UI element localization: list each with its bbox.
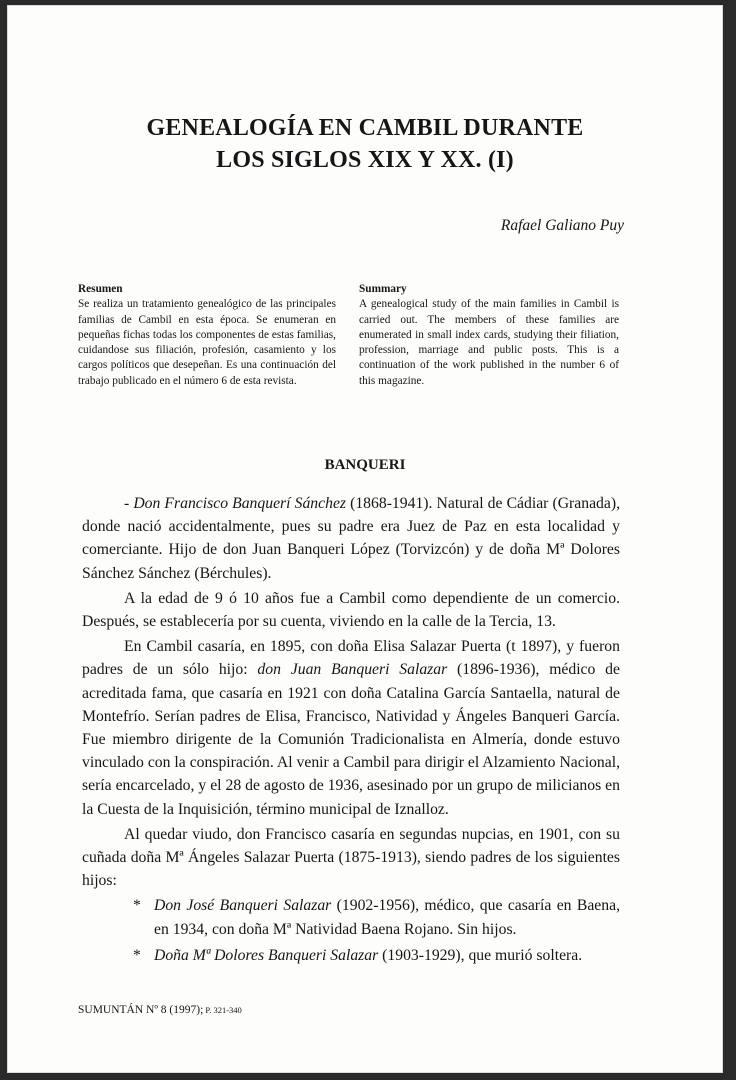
section-heading: BANQUERI xyxy=(324,457,406,473)
child-details: (1902-1956), médico, que casaría en Baena, en 1934, con doña Mª Natividad Baena Rojano. Sin hijos. xyxy=(154,897,620,938)
list-item xyxy=(82,894,620,940)
bullet-asterisk: * xyxy=(133,897,141,915)
bullet-asterisk: * xyxy=(133,946,141,964)
article-body xyxy=(82,492,620,970)
author-name: Rafael Galiano Puy xyxy=(500,217,624,234)
abstract-english xyxy=(359,282,619,389)
list-item-text xyxy=(154,894,620,940)
paragraph-3-name: don Juan Banqueri Salazar xyxy=(257,661,448,679)
abstract-spanish xyxy=(78,282,336,389)
abstract-spanish-text: Se realiza un tratamiento genealógico de las principales familias de Cambil en esta época. Se enumeran en pequeñas fichas todas los componentes de estas familias, cuidandose sus filiación, profesión, casamiento y los cargos políticos que desepeñan. Es una continuación del trabajo publicado en el número 6 de esta revista. xyxy=(78,298,336,387)
abstract-spanish-heading: Resumen xyxy=(78,283,123,295)
paragraph-3-text-b: (1896-1936), médico de acreditada fama, que casaría en 1921 con doña Catalina García Santaella, natural de Montefrío. Serían padres de Elisa, Francisco, Natividad y Ángeles Banqueri García. Fue miembro dirigente de la Comunión Tradicionalista en Almería, donde estuvo vinculado con la conspiración. Al venir a Cambil para dirigir el Alzamiento Nacional, sería encarcelado, y el 28 de agosto de 1936, asesinado por un grupo de milicianos en la Cuesta de la Inquisición, término municipal de Iznalloz. xyxy=(82,661,620,818)
list-item xyxy=(82,944,620,967)
children-list xyxy=(82,894,620,967)
paragraph-3-text-a: En Cambil casaría, en 1895, con doña Elisa Salazar Puerta (t 1897), y fueron padres de un sólo hijo: xyxy=(82,638,620,679)
paragraph-3 xyxy=(82,635,620,821)
abstract-english-text: A genealogical study of the main families in Cambil is carried out. The members of these families are enumerated in small index cards, studying their filiation, profession, marriage and public posts. This is a continuation of the work published in the number 6 of this magazine. xyxy=(359,298,619,387)
journal-citation: SUMUNTÁN Nº 8 (1997); xyxy=(78,1004,204,1016)
document-page xyxy=(7,5,723,1073)
child-name: Don José Banqueri Salazar xyxy=(154,897,332,915)
abstract-english-heading: Summary xyxy=(359,283,407,295)
list-item-text xyxy=(154,944,620,967)
page-range: P. 321-340 xyxy=(203,1005,242,1015)
paragraph-1 xyxy=(82,492,620,585)
child-name: Doña Mª Dolores Banqueri Salazar xyxy=(154,946,379,964)
page-footer xyxy=(78,1004,242,1016)
child-details: (1903-1929), que murió soltera. xyxy=(378,946,583,964)
title-line-1: GENEALOGÍA EN CAMBIL DURANTE xyxy=(146,115,584,141)
article-title xyxy=(7,112,723,176)
paragraph-4: Al quedar viudo, don Francisco casaría en segundas nupcias, en 1901, con su cuñada doña Mª Ángeles Salazar Puerta (1875-1913), siendo padres de los siguientes hijos: xyxy=(82,825,620,890)
paragraph-1-name: - Don Francisco Banquerí Sánchez xyxy=(124,495,347,512)
title-line-2: LOS SIGLOS XIX Y XX. (I) xyxy=(216,147,514,173)
paragraph-2: A la edad de 9 ó 10 años fue a Cambil como dependiente de un comercio. Después, se establecería por su cuenta, viviendo en la calle de la Tercia, 13. xyxy=(82,589,620,631)
paragraph-1-text: (1868-1941). Natural de Cádiar (Granada), donde nació accidentalmente, pues su padre era Juez de Paz en esta localidad y comerciante. Hijo de don Juan Banqueri López (Torvizcón) y de doña Mª Dolores Sánchez Sánchez (Bérchules). xyxy=(82,495,620,582)
